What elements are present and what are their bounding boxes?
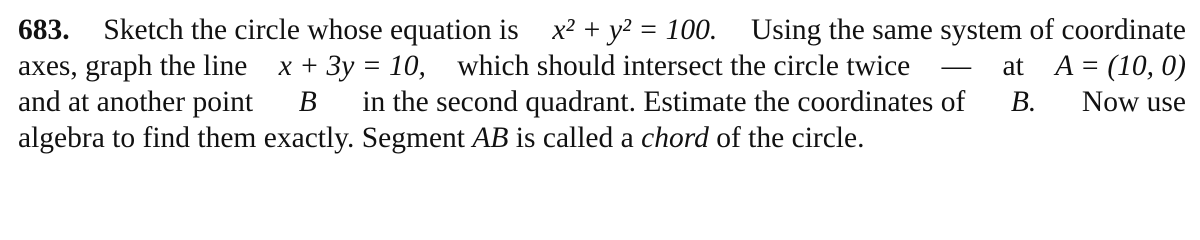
- text-segment: at: [1002, 50, 1024, 82]
- text-segment: which should intersect the circle twice: [457, 50, 911, 82]
- text-segment: Using the same system of coordinate: [750, 14, 1186, 46]
- problem-text: [18, 12, 1186, 156]
- math-point-a: A = (10, 0): [1055, 50, 1186, 82]
- math-point-b: B: [298, 86, 317, 118]
- problem-number: 683.: [18, 14, 70, 46]
- math-segment-ab: AB: [472, 122, 509, 154]
- text-segment: axes, graph the line: [18, 50, 248, 82]
- text-segment: and at another point: [18, 86, 254, 118]
- text-segment: algebra to find them exactly. Segment: [18, 122, 465, 154]
- text-segment: of the circle.: [716, 122, 865, 154]
- problem-line-4: [18, 120, 1186, 156]
- math-point-b: B.: [1010, 86, 1037, 118]
- text-segment: in the second quadrant. Estimate the coordinates of: [362, 86, 966, 118]
- problem-line-1: [18, 12, 1186, 48]
- problem-line-3: [18, 84, 1186, 120]
- problem-line-2: [18, 48, 1186, 84]
- text-segment: Now use: [1081, 86, 1186, 118]
- em-dash: —: [941, 50, 972, 82]
- math-circle-equation: x² + y² = 100.: [552, 14, 718, 46]
- emphasis-chord: chord: [641, 122, 709, 154]
- text-segment: Sketch the circle whose equation is: [103, 14, 519, 46]
- math-line-equation: x + 3y = 10,: [278, 50, 426, 82]
- text-segment: is called a: [515, 122, 634, 154]
